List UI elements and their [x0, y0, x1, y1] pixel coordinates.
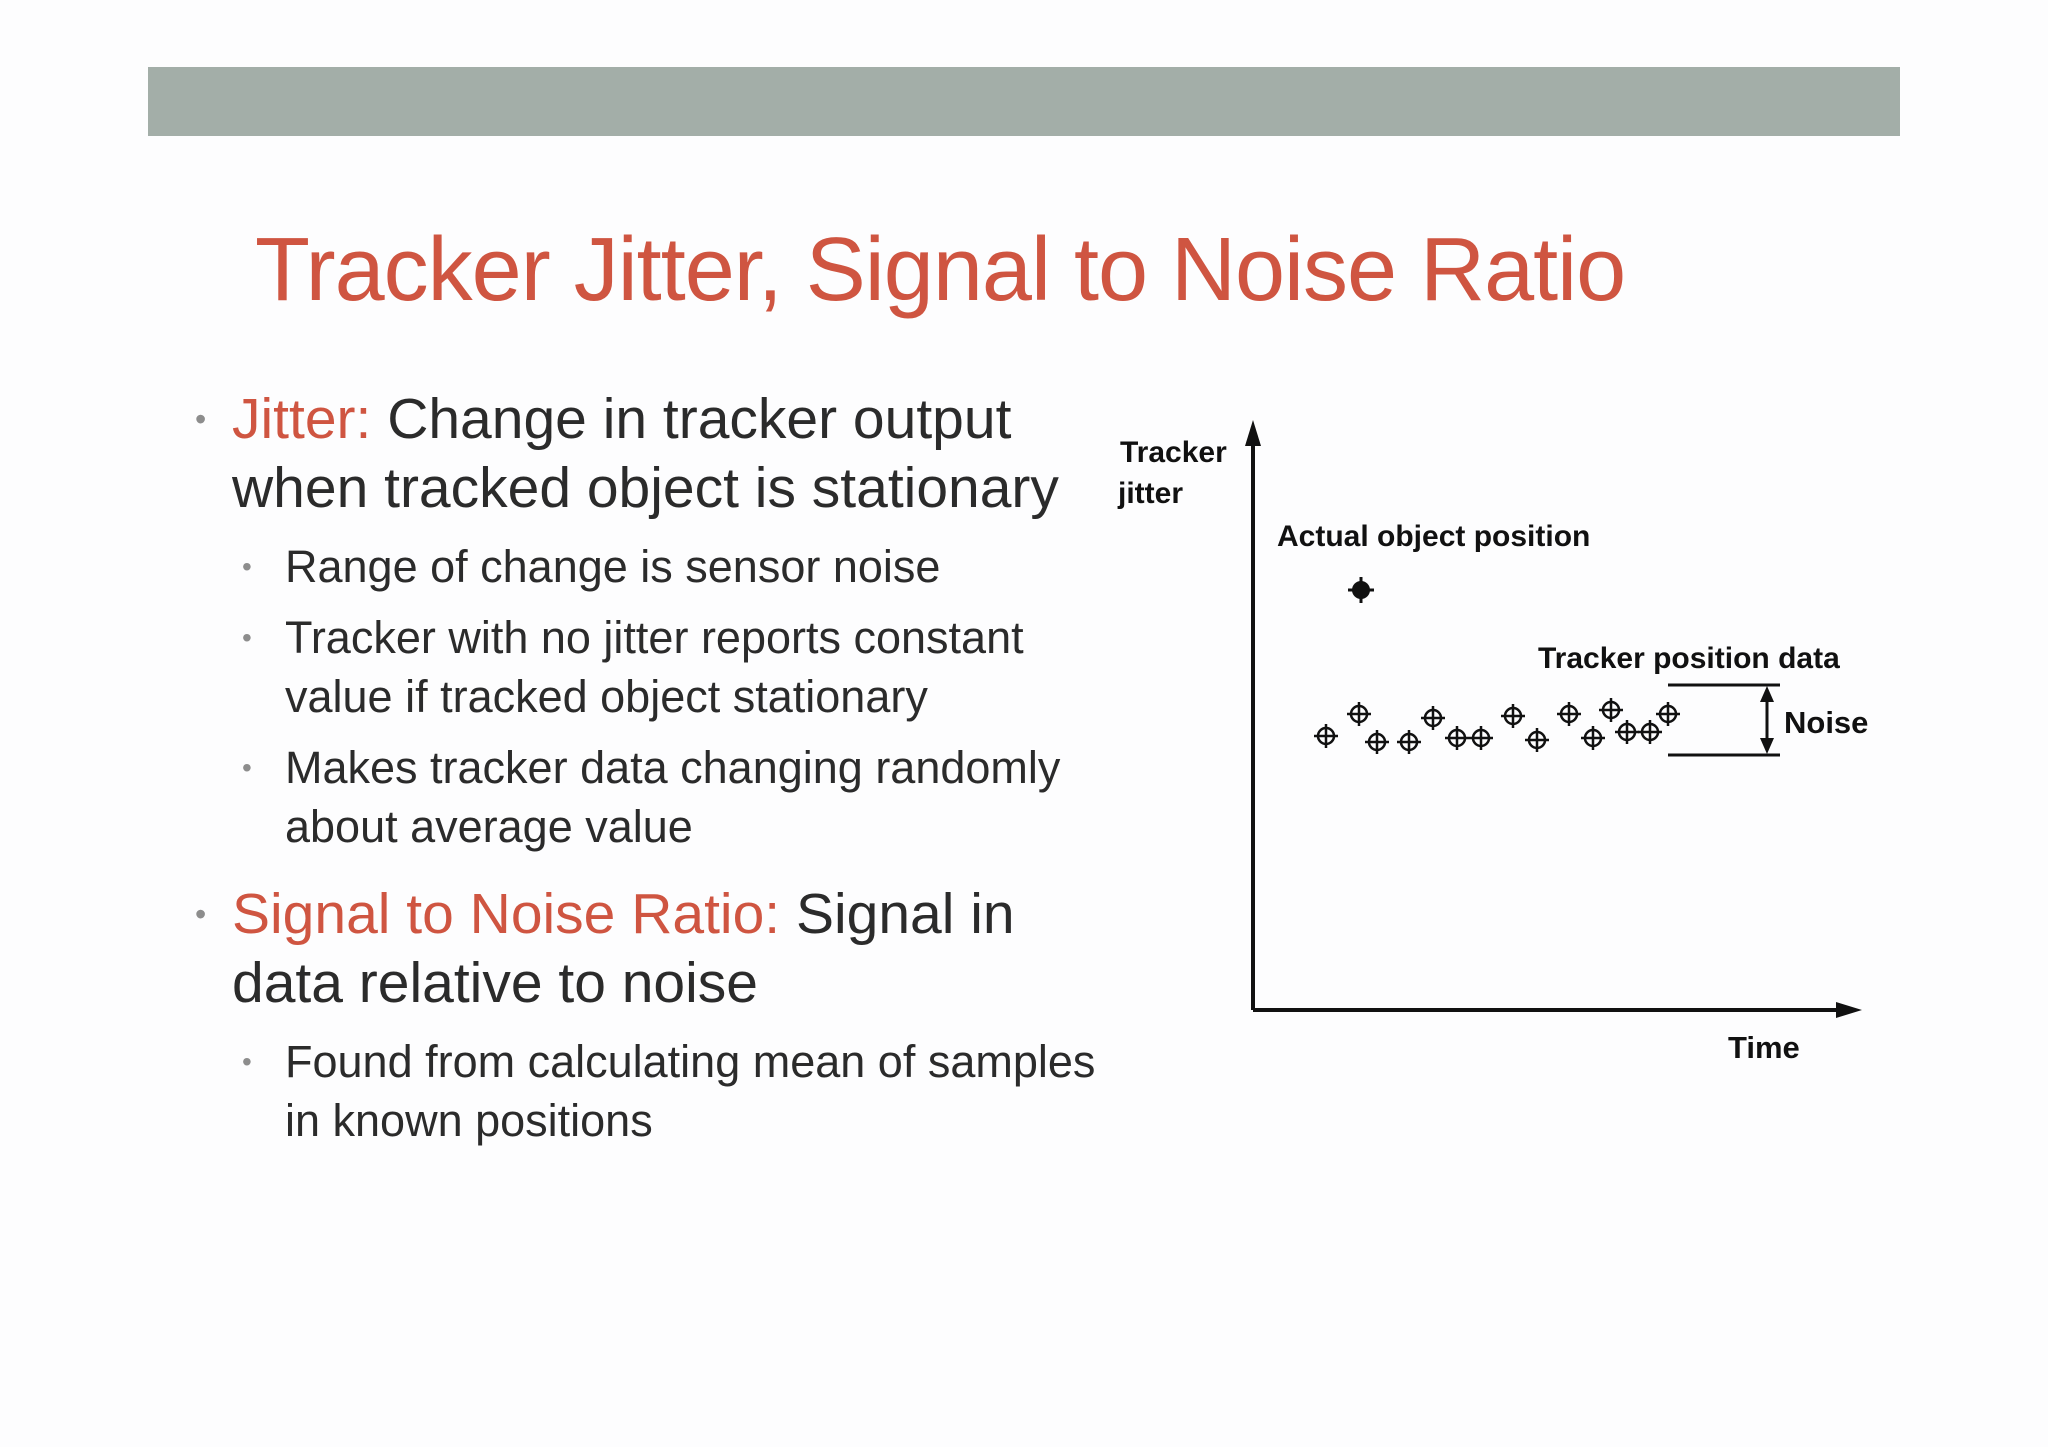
bullet-term: Signal to Noise Ratio: — [232, 882, 781, 946]
jitter-figure — [1100, 410, 1900, 1100]
tracker-data-point — [1421, 706, 1445, 730]
tracker-data-point — [1656, 702, 1680, 726]
x-axis-arrow-icon — [1836, 1002, 1862, 1018]
bullet-list — [190, 385, 1110, 1162]
tracker-data-point — [1638, 720, 1662, 744]
noise-arrow-down-icon — [1760, 738, 1774, 754]
sub-bullet: • Range of change is sensor noise — [232, 537, 1110, 596]
noise-label: Noise — [1784, 705, 1869, 740]
bullet-text: Signal in data relative to noise — [232, 882, 1015, 1015]
header-bar — [148, 67, 1900, 136]
tracker-data-point — [1525, 728, 1549, 752]
tracker-data-point — [1469, 726, 1493, 750]
sub-bullet: • Makes tracker data changing randomly about average value — [232, 738, 1110, 856]
sub-bullet: • Found from calculating mean of samples in known positions — [232, 1032, 1110, 1150]
sub-bullet: • Tracker with no jitter reports constant value if tracked object stationary — [232, 608, 1110, 726]
tracker-data-point — [1397, 730, 1421, 754]
actual-position-marker — [1348, 577, 1374, 603]
noise-arrow-up-icon — [1760, 686, 1774, 702]
bullet-jitter — [190, 385, 1110, 523]
y-axis-label-line1: Tracker — [1120, 436, 1227, 469]
tracker-data-point — [1615, 720, 1639, 744]
jitter-diagram — [1100, 410, 1900, 1100]
tracker-data-point — [1347, 702, 1371, 726]
tracker-data-point — [1581, 726, 1605, 750]
tracker-data-point — [1599, 698, 1623, 722]
slide-title: Tracker Jitter, Signal to Noise Ratio — [255, 220, 1626, 320]
tracker-data-label: Tracker position data — [1538, 642, 1840, 675]
tracker-data-point — [1557, 702, 1581, 726]
tracker-data-point — [1365, 730, 1389, 754]
tracker-data-point — [1314, 724, 1338, 748]
bullet-snr — [190, 880, 1110, 1018]
sub-bullet-list — [232, 537, 1110, 856]
bullet-text: Change in tracker output when tracked object is stationary — [232, 387, 1059, 520]
x-axis-label: Time — [1728, 1030, 1800, 1065]
tracker-data-point — [1445, 726, 1469, 750]
actual-position-label: Actual object position — [1277, 520, 1591, 553]
sub-bullet-list — [232, 1032, 1110, 1150]
bullet-term: Jitter: — [232, 387, 372, 451]
tracker-data-points — [1314, 698, 1680, 754]
tracker-data-point — [1501, 704, 1525, 728]
y-axis-label-line2: jitter — [1118, 477, 1184, 510]
y-axis-arrow-icon — [1245, 420, 1261, 446]
